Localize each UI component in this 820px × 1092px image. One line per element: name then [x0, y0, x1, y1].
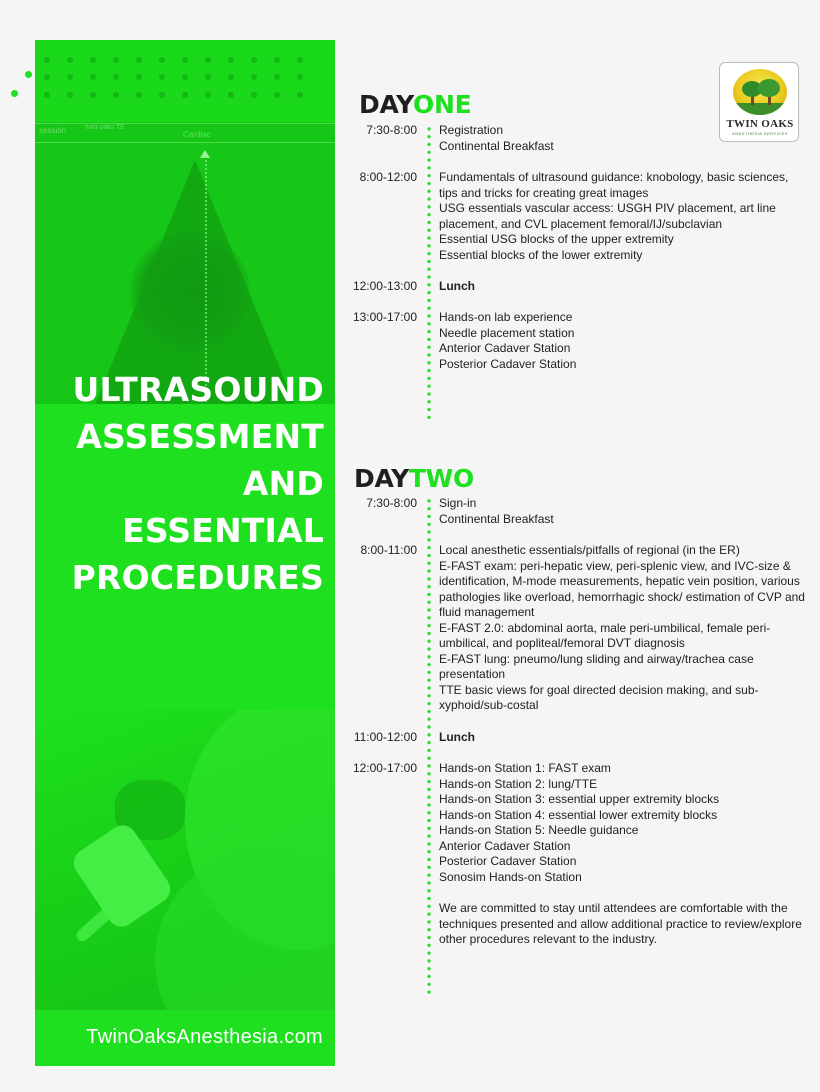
slot-description — [439, 123, 814, 154]
pattern-dot — [90, 74, 96, 80]
slot-item: TTE basic views for goal directed decision making, and sub-xyphoid/sub-costal — [439, 682, 759, 713]
slot-item: Hands-on Station 3: essential upper extremity blocks — [439, 792, 720, 807]
timeline-divider — [427, 125, 431, 421]
slot-item: Continental Breakfast — [439, 511, 554, 526]
closing-note: We are committed to stay until attendees are comfortable with the techniques presented and allow additional practice to review/explore other procedures relevant to the industry. — [439, 901, 802, 947]
pattern-dot — [251, 57, 257, 63]
slot-item: Posterior Cadaver Station — [439, 356, 577, 371]
slot-item: Hands-on Station 2: lung/TTE — [439, 776, 598, 791]
ultrasound-image — [35, 122, 335, 404]
pattern-dot — [44, 92, 50, 98]
slot-item: Essential USG blocks of the upper extremity — [439, 232, 674, 247]
ultrasound-label-middle: twin oaks TE — [85, 124, 125, 131]
title-line: PROCEDURES — [71, 558, 324, 597]
pattern-dot — [136, 74, 142, 80]
slot-item: E-FAST 2.0: abdominal aorta, male peri-umbilical, female peri-umbilical, and popliteal/femoral DVT diagnosis — [439, 620, 771, 651]
slot-item: Hands-on Station 4: essential lower extremity blocks — [439, 807, 718, 822]
slot-description — [439, 310, 814, 372]
pattern-dot — [113, 57, 119, 63]
title-line: ESSENTIAL — [122, 511, 324, 550]
pattern-dot — [205, 74, 211, 80]
slot-item: Sign-in — [439, 496, 477, 510]
slot-item: Essential blocks of the lower extremity — [439, 247, 643, 262]
slot-item: Needle placement station — [439, 325, 575, 340]
pattern-dot — [90, 57, 96, 63]
pattern-dot — [251, 92, 257, 98]
timeline-divider — [427, 497, 431, 997]
pattern-dot — [113, 74, 119, 80]
pattern-dot — [159, 74, 165, 80]
decorative-dot — [25, 71, 32, 78]
slot-description — [439, 730, 814, 746]
slot-time: 13:00-17:00 — [352, 310, 417, 324]
pattern-dot — [159, 92, 165, 98]
pattern-dot — [205, 92, 211, 98]
pattern-dot — [205, 57, 211, 63]
slot-item: Fundamentals of ultrasound guidance: knobology, basic sciences, tips and tricks for creating great images — [439, 170, 789, 200]
dot-pattern-band — [35, 40, 335, 122]
oak-tree-icon — [733, 69, 787, 115]
slot-time: 8:00-12:00 — [359, 170, 417, 184]
slot-time: 12:00-13:00 — [352, 279, 417, 293]
logo-subtitle: ANESTHESIA SERVICES — [732, 131, 788, 136]
slot-item: Hands-on Station 5: Needle guidance — [439, 823, 639, 838]
website-link[interactable]: TwinOaksAnesthesia.com — [86, 1026, 323, 1048]
slot-item: Lunch — [439, 730, 475, 744]
slot-item: E-FAST exam: peri-hepatic view, peri-splenic view, and IVC-size & identification, M-mode measurements, hepatic vein position, various pathologies like overload, hemorrhagic shock/ estimation of CVP and fluid management — [439, 558, 805, 620]
slot-time: 7:30-8:00 — [366, 496, 417, 510]
title-line: AND — [242, 464, 324, 503]
pattern-dot — [67, 74, 73, 80]
pattern-dot — [228, 57, 234, 63]
pattern-dot — [182, 74, 188, 80]
pattern-dot — [67, 92, 73, 98]
slot-item: Anterior Cadaver Station — [439, 341, 571, 356]
slot-item: Lunch — [439, 279, 475, 293]
ultrasound-label-right: Cardiac — [183, 130, 211, 139]
slot-item: Continental Breakfast — [439, 138, 554, 153]
day-one-heading: DAYONE — [359, 90, 472, 119]
pattern-dot — [251, 74, 257, 80]
pattern-dot — [297, 92, 303, 98]
slot-description — [439, 543, 814, 714]
pattern-dot — [67, 57, 73, 63]
slot-item: USG essentials vascular access: USGH PIV placement, art line placement, and CVL placement femoral/IJ/subclavian — [439, 201, 776, 231]
pattern-dot — [136, 92, 142, 98]
slot-item: Anterior Cadaver Station — [439, 838, 571, 853]
pattern-dot — [228, 74, 234, 80]
pattern-dot — [297, 74, 303, 80]
slot-item: Sonosim Hands-on Station — [439, 869, 582, 884]
ultrasound-label-left: session — [39, 126, 67, 135]
slot-description — [439, 170, 789, 263]
slot-time: 8:00-11:00 — [360, 543, 417, 557]
pattern-dot — [90, 92, 96, 98]
logo-name: TWIN OAKS — [726, 118, 794, 130]
pattern-dot — [182, 57, 188, 63]
slot-description — [439, 496, 814, 527]
scan-line — [205, 152, 207, 402]
title-line: ASSESSMENT — [76, 417, 324, 456]
slot-item: Local anesthetic essentials/pitfalls of regional (in the ER) — [439, 543, 740, 557]
title-panel — [35, 40, 335, 1066]
slot-time: 12:00-17:00 — [352, 761, 417, 775]
pattern-dot — [274, 92, 280, 98]
pattern-dot — [274, 74, 280, 80]
pattern-dot — [44, 57, 50, 63]
pattern-dot — [113, 92, 119, 98]
decorative-dot — [11, 90, 18, 97]
pattern-dot — [297, 57, 303, 63]
day-two-heading: DAYTWO — [354, 464, 474, 493]
slot-item: E-FAST lung: pneumo/lung sliding and airway/trachea case presentation — [439, 651, 754, 682]
page-title — [35, 366, 324, 601]
pattern-dot — [274, 57, 280, 63]
pattern-dot — [44, 74, 50, 80]
slot-time: 11:00-12:00 — [353, 730, 417, 744]
slot-item: Hands-on Station 1: FAST exam — [439, 761, 611, 775]
pattern-dot — [182, 92, 188, 98]
slot-description — [439, 279, 814, 295]
slot-item: Registration — [439, 123, 504, 137]
title-line: ULTRASOUND — [72, 370, 324, 409]
pattern-dot — [136, 57, 142, 63]
pattern-dot — [228, 92, 234, 98]
slot-description — [439, 761, 814, 885]
slot-item: Posterior Cadaver Station — [439, 854, 577, 869]
procedure-photo — [35, 710, 335, 1010]
slot-time: 7:30-8:00 — [366, 123, 417, 137]
slot-item: Hands-on lab experience — [439, 310, 573, 324]
pattern-dot — [159, 57, 165, 63]
